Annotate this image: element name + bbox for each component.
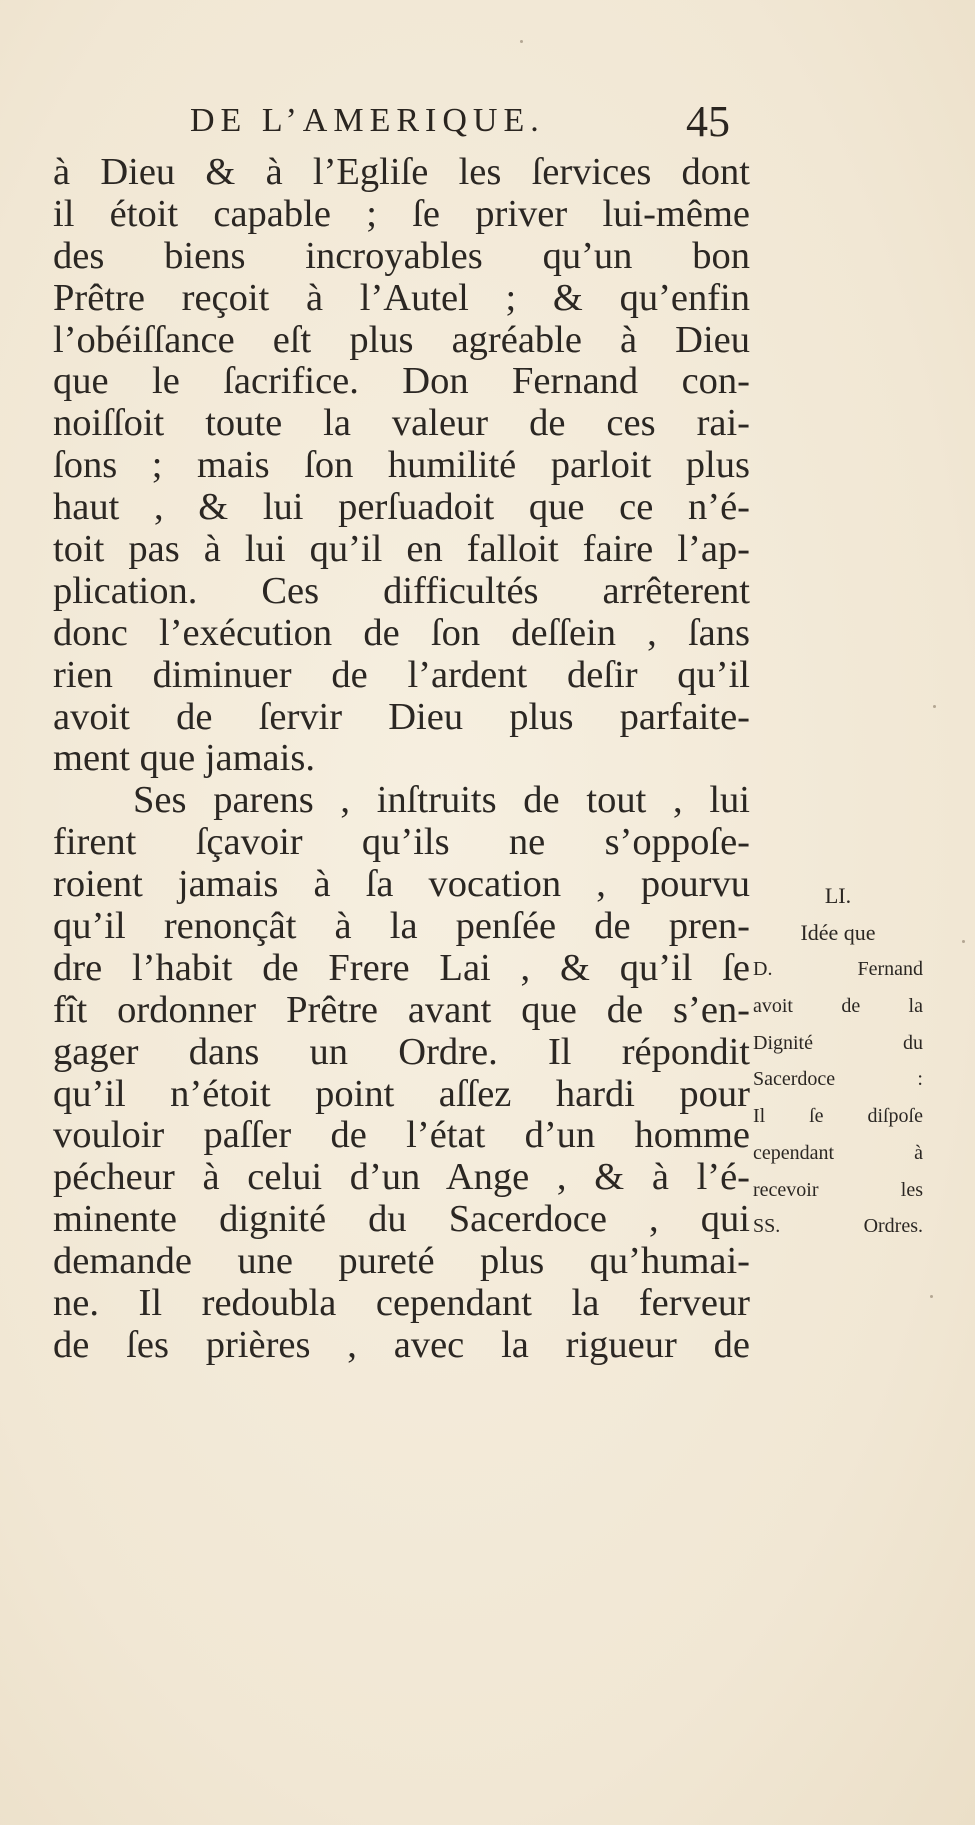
text-line: que le ſacrifice. Don Fernand con- — [53, 361, 750, 403]
margin-note-line: cependant à — [753, 1141, 923, 1164]
text-line: noiſſoit toute la valeur de ces rai- — [53, 403, 750, 445]
margin-note-line: Sacerdoce : — [753, 1068, 923, 1091]
text-line: donc l’exécution de ſon deſſein , ſans — [53, 612, 750, 654]
text-line: firent ſçavoir qu’ils ne s’oppoſe- — [53, 822, 750, 864]
margin-note-line: avoit de la — [753, 995, 923, 1018]
text-line: ſons ; mais ſon humilité parloit plus — [53, 445, 750, 487]
text-line: l’obéiſſance eſt plus agréable à Dieu — [53, 319, 750, 361]
text-line: à Dieu & à l’Egliſe les ſervices dont — [53, 152, 750, 193]
margin-note — [753, 878, 923, 1245]
text-line: dre l’habit de Frere Lai , & qu’il ſe — [53, 947, 750, 989]
text-line: plication. Ces difficultés arrêterent — [53, 570, 750, 612]
text-line: il étoit capable ; ſe priver lui-même — [53, 193, 750, 235]
main-text — [53, 152, 750, 1367]
text-line: roient jamais à ſa vocation , pourvu — [53, 864, 750, 906]
running-head: DE L’AMERIQUE. — [190, 102, 545, 139]
page-number: 45 — [686, 97, 730, 146]
text-line: toit pas à lui qu’il en falloit faire l’ap- — [53, 529, 750, 571]
margin-note-line: Il ſe diſpoſe — [753, 1105, 923, 1128]
text-line: qu’il n’étoit point aſſez hardi pour — [53, 1073, 750, 1115]
text-line: vouloir paſſer de l’état d’un homme — [53, 1115, 750, 1157]
paper-speck — [930, 1295, 933, 1298]
text-line: avoit de ſervir Dieu plus parfaite- — [53, 696, 750, 738]
paper-speck — [933, 705, 936, 708]
paper-speck — [520, 40, 523, 43]
paper-speck — [962, 940, 965, 943]
margin-note-number: LI. — [824, 883, 852, 908]
text-line: demande une pureté plus qu’humai- — [53, 1241, 750, 1283]
text-line: rien diminuer de l’ardent deſir qu’il — [53, 654, 750, 696]
margin-note-line: SS. Ordres. — [753, 1215, 923, 1238]
page-header — [190, 98, 730, 148]
text-line: ne. Il redoubla cependant la ferveur — [53, 1283, 750, 1325]
text-line: des biens incroyables qu’un bon — [53, 235, 750, 277]
text-line: fît ordonner Prêtre avant que de s’en- — [53, 989, 750, 1031]
text-line: pécheur à celui d’un Ange , & à l’é- — [53, 1157, 750, 1199]
paragraph-end-line: ment que jamais. — [53, 738, 315, 780]
text-line: qu’il renonçât à la penſée de pren- — [53, 906, 750, 948]
text-line: Prêtre reçoit à l’Autel ; & qu’enfin — [53, 277, 750, 319]
text-line: minente dignité du Sacerdoce , qui — [53, 1199, 750, 1241]
text-line: de ſes prières , avec la rigueur de — [53, 1324, 750, 1366]
margin-note-line: D. Fernand — [753, 958, 923, 981]
text-line: gager dans un Ordre. Il répondit — [53, 1031, 750, 1073]
margin-note-line: recevoir les — [753, 1178, 923, 1201]
margin-note-line: Dignité du — [753, 1031, 923, 1054]
text-line: haut , & lui perſuadoit que ce n’é- — [53, 487, 750, 529]
margin-note-line: Idée que — [800, 919, 876, 945]
paragraph-start-line: Ses parens , inſtruits de tout , lui — [133, 780, 750, 822]
